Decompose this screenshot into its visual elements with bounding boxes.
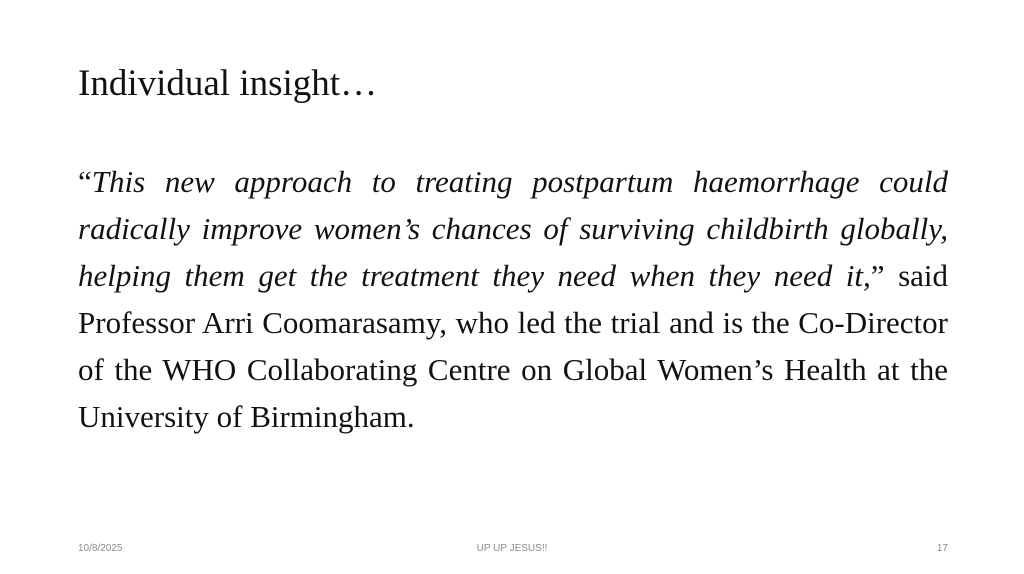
quote-open-mark: “: [78, 164, 92, 199]
slide-title: Individual insight…: [78, 63, 378, 104]
quote-close-mark: ”: [870, 258, 885, 293]
footer-center-text: UP UP JESUS!!: [476, 543, 548, 554]
footer-page-number: 17: [936, 543, 948, 554]
footer-date: 10/8/2025: [78, 543, 123, 554]
quote-text: This new approach to treating postpartum haemorrhage could radically improve women’s chances of surviving childbirth globally, helping them get the treatment they need when they need it,: [78, 164, 948, 293]
slide-body: [78, 158, 948, 440]
attribution-text: said Professor Arri Coomarasamy, who led the trial and is the Co-Director of the WHO Collaborating Centre on Global Women’s Health at the University of Birmingham.: [78, 258, 949, 434]
